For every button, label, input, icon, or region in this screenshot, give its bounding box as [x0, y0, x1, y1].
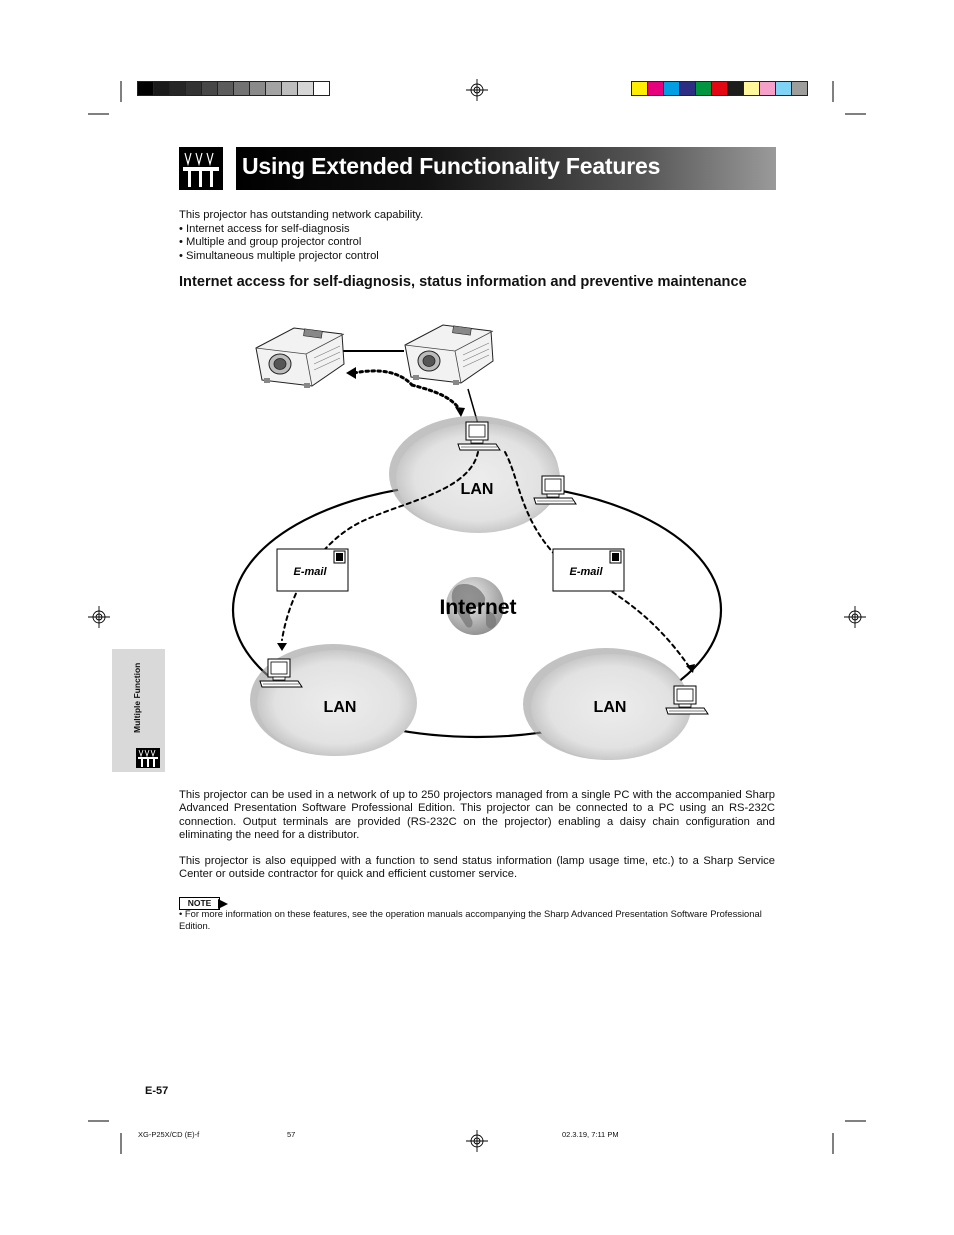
footer-page: 57 — [287, 1130, 296, 1139]
page-number: E-57 — [145, 1085, 169, 1097]
intro-lead: This projector has outstanding network capability. — [179, 209, 424, 221]
section-heading: Internet access for self-diagnosis, status information and preventive maintenance — [179, 274, 747, 290]
page-title: Using Extended Functionality Features — [242, 153, 661, 179]
intro-bullet: • Internet access for self-diagnosis — [179, 222, 350, 235]
lan-label-right: LAN — [593, 699, 627, 716]
projector-icon — [405, 325, 493, 385]
note-text: • For more information on these features, see the operation manuals accompanying the Sharp Advanced Presentation Software Professional Edition. — [179, 908, 762, 931]
lan-label-left: LAN — [323, 699, 357, 716]
intro-bullet: • Multiple and group projector control — [179, 236, 362, 249]
footer-file: XG-P25X/CD (E)-f — [138, 1130, 200, 1139]
projector-icon — [256, 328, 344, 388]
body-paragraph: This projector is also equipped with a function to send status information (lamp usage time, etc.) to a Sharp Service Center or outside contractor for quick and efficient customer service. — [179, 855, 775, 881]
footer-timestamp: 02.3.19, 7:11 PM — [562, 1130, 619, 1139]
email-label-right: E-mail — [569, 566, 603, 578]
note-badge: NOTE — [179, 897, 220, 910]
internet-label: Internet — [439, 596, 517, 619]
multiple-function-icon — [136, 748, 160, 768]
intro-bullet: • Simultaneous multiple projector control — [179, 249, 379, 262]
side-tab-label: Multiple Function — [132, 662, 142, 733]
body-paragraph: This projector can be used in a network of up to 250 projectors managed from a single PC with the accompanied Sharp Advanced Presentation Software Professional Edition. This projector can be connected to a PC using an RS-232C connection. Output terminals are provided (RS-232C on the projector) enabling a daisy chain configuration and eliminating the need for a distributor. — [179, 789, 775, 842]
registration-mark-bottom — [466, 1130, 488, 1152]
lan-label-top: LAN — [460, 481, 494, 498]
email-label-left: E-mail — [293, 566, 327, 578]
